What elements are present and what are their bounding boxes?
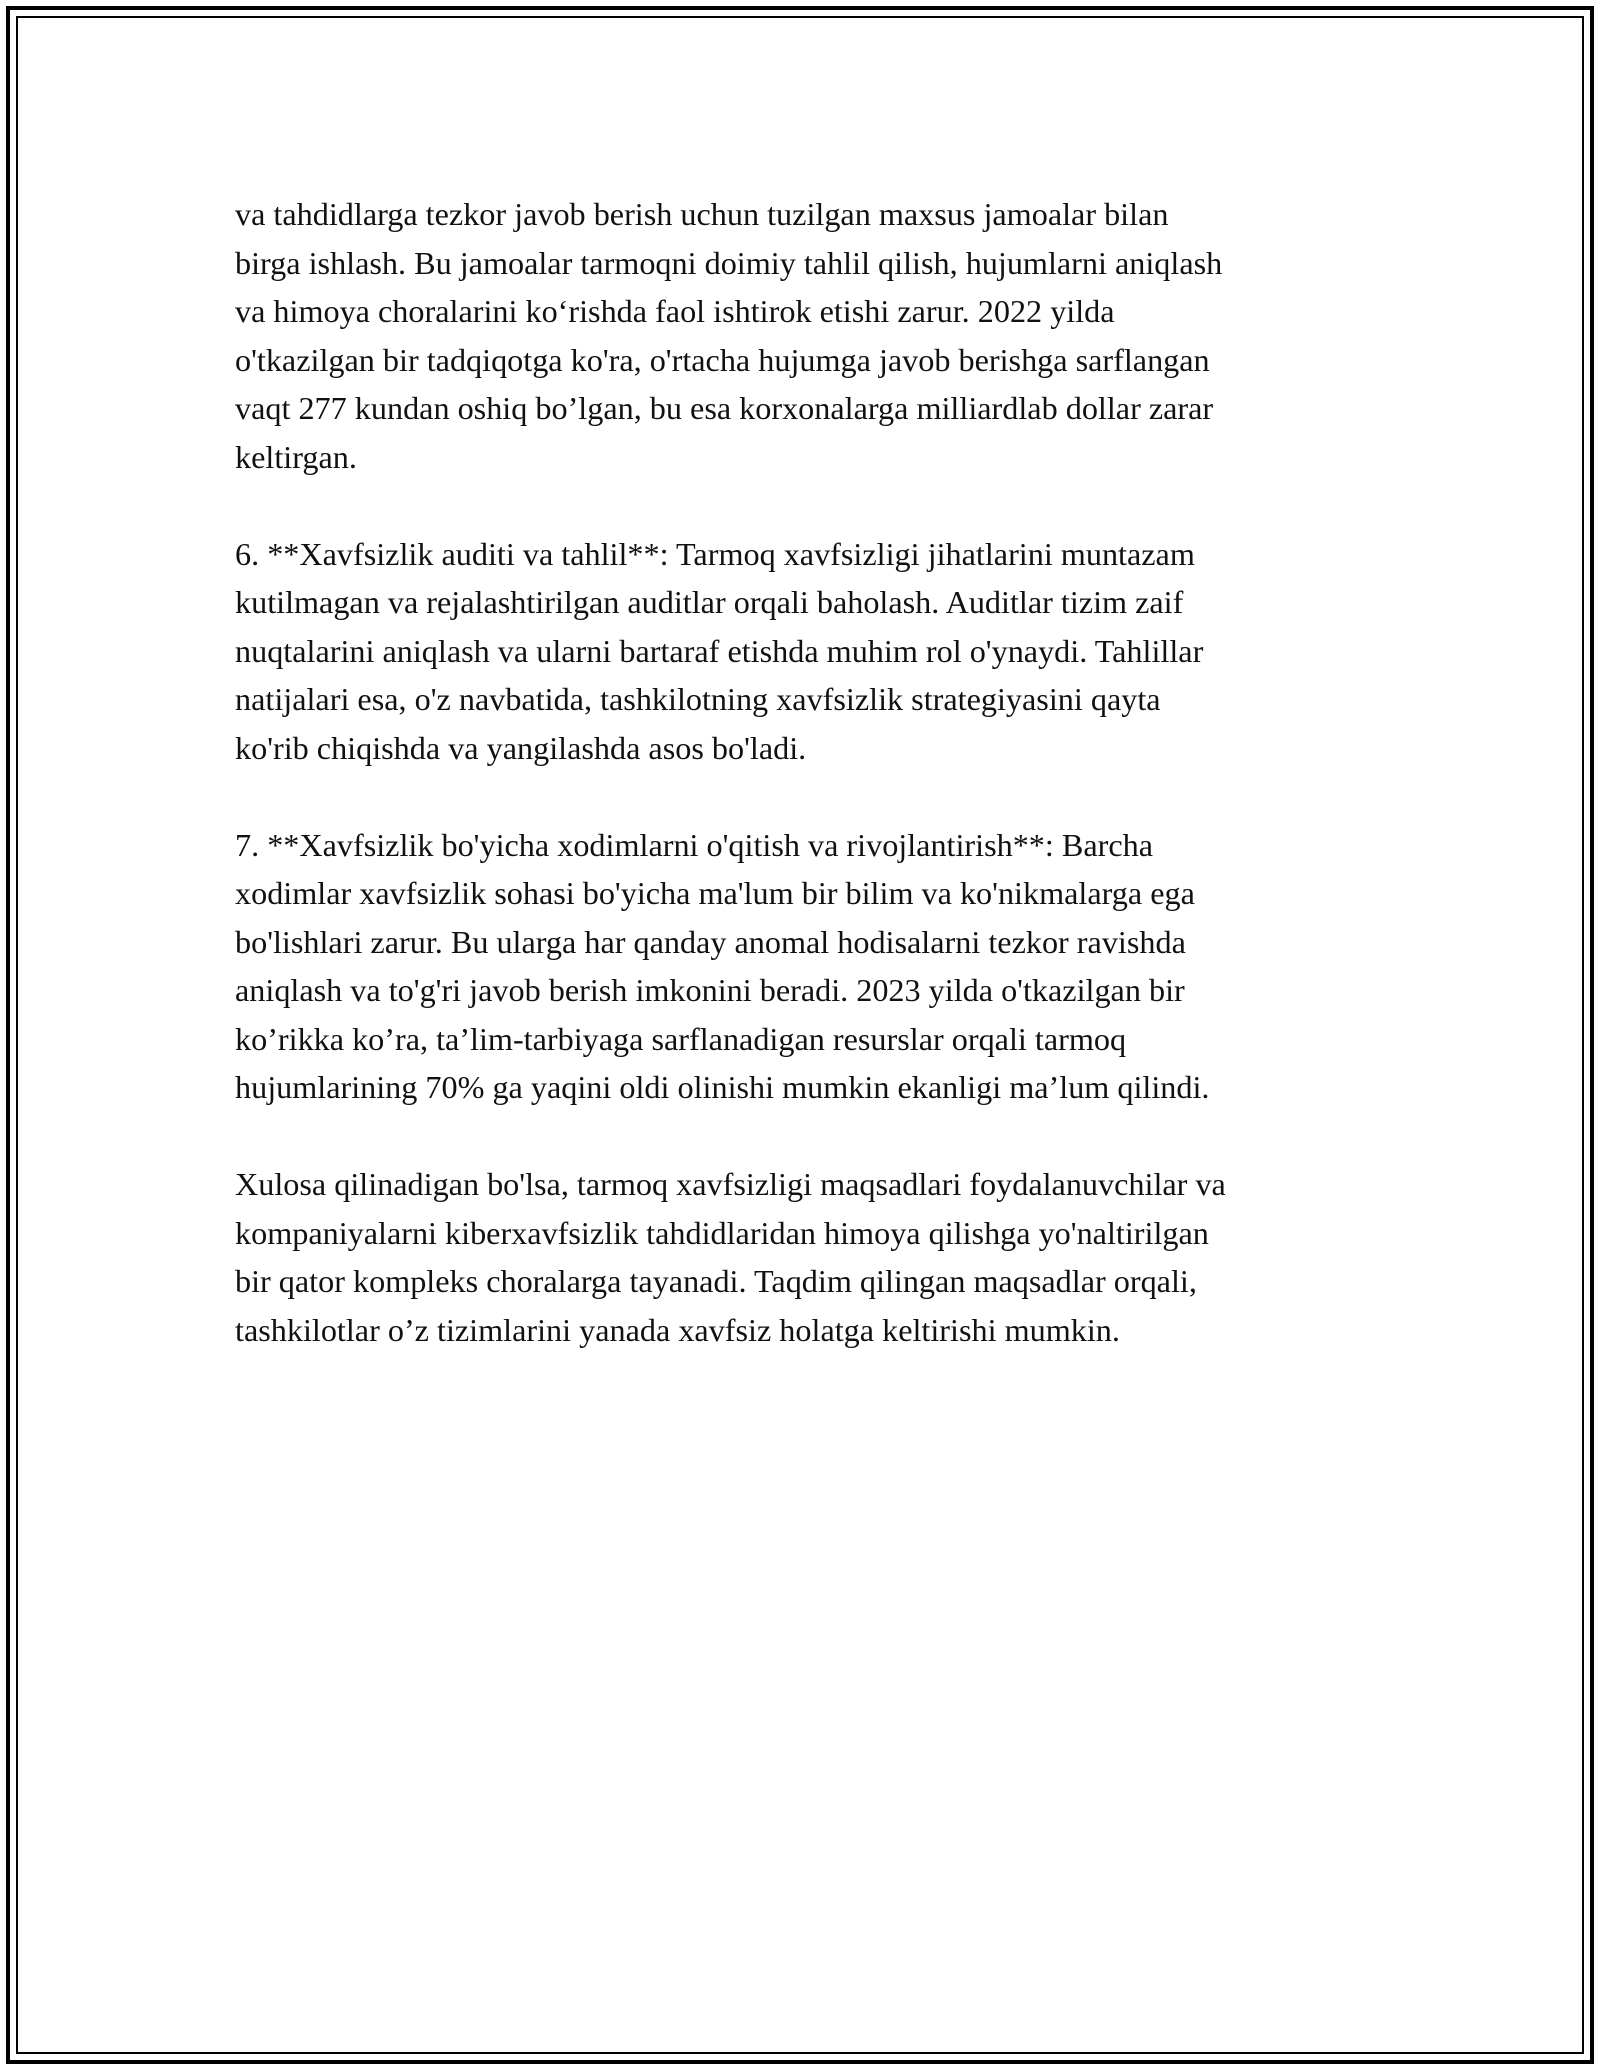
text-line: va himoya choralarini ko‘rishda faol ishtirok etishi zarur. 2022 yilda [235, 293, 1115, 329]
text-line: xodimlar xavfsizlik sohasi bo'yicha ma'lum bir bilim va ko'nikmalarga ega [235, 875, 1195, 911]
paragraph-item-6 [235, 530, 1385, 773]
text-line: vaqt 277 kundan oshiq bo’lgan, bu esa korxonalarga milliardlab dollar zarar [235, 390, 1214, 426]
text-line: 7. **Xavfsizlik bo'yicha xodimlarni o'qitish va rivojlantirish**: Barcha [235, 826, 1154, 863]
text-line: kutilmagan va rejalashtirilgan auditlar orqali baholash. Auditlar tizim zaif [235, 584, 1184, 620]
text-line: natijalari esa, o'z navbatida, tashkilotning xavfsizlik strategiyasini qayta [235, 681, 1161, 717]
paragraph-conclusion [235, 1160, 1385, 1354]
text-line: ko’rikka ko’ra, ta’lim-tarbiyaga sarflanadigan resurslar orqali tarmoq [235, 1020, 1127, 1057]
text-line: ko'rib chiqishda va yangilashda asos bo'ladi. [235, 729, 807, 766]
text-line: aniqlash va to'g'ri javob berish imkonini beradi. 2023 yilda o'tkazilgan bir [235, 972, 1185, 1008]
text-line: bir qator kompleks choralarga tayanadi. Taqdim qilingan maqsadlar orqali, [235, 1263, 1197, 1299]
text-line: keltirgan. [235, 438, 357, 475]
text-line: birga ishlash. Bu jamoalar tarmoqni doimiy tahlil qilish, hujumlarni aniqlash [235, 244, 1223, 281]
text-line: o'tkazilgan bir tadqiqotga ko'ra, o'rtacha hujumga javob berishga sarflangan [235, 341, 1210, 378]
document-body [235, 190, 1385, 1403]
text-line: Xulosa qilinadigan bo'lsa, tarmoq xavfsizligi maqsadlari foydalanuvchilar va [235, 1166, 1226, 1202]
text-line: kompaniyalarni kiberxavfsizlik tahdidlaridan himoya qilishga yo'naltirilgan [235, 1214, 1209, 1251]
text-line: hujumlarining 70% ga yaqini oldi olinishi mumkin ekanligi ma’lum qilindi. [235, 1069, 1210, 1105]
text-line: nuqtalarini aniqlash va ularni bartaraf etishda muhim rol o'ynaydi. Tahlillar [235, 632, 1204, 669]
paragraph-continuation [235, 190, 1385, 481]
paragraph-item-7 [235, 821, 1385, 1112]
text-line: tashkilotlar o’z tizimlarini yanada xavfsiz holatga keltirishi mumkin. [235, 1311, 1120, 1348]
text-line: bo'lishlari zarur. Bu ularga har qanday anomal hodisalarni tezkor ravishda [235, 923, 1186, 960]
text-line: va tahdidlarga tezkor javob berish uchun tuzilgan maxsus jamoalar bilan [235, 196, 1169, 232]
text-line: 6. **Xavfsizlik auditi va tahlil**: Tarmoq xavfsizligi jihatlarini muntazam [235, 535, 1195, 572]
